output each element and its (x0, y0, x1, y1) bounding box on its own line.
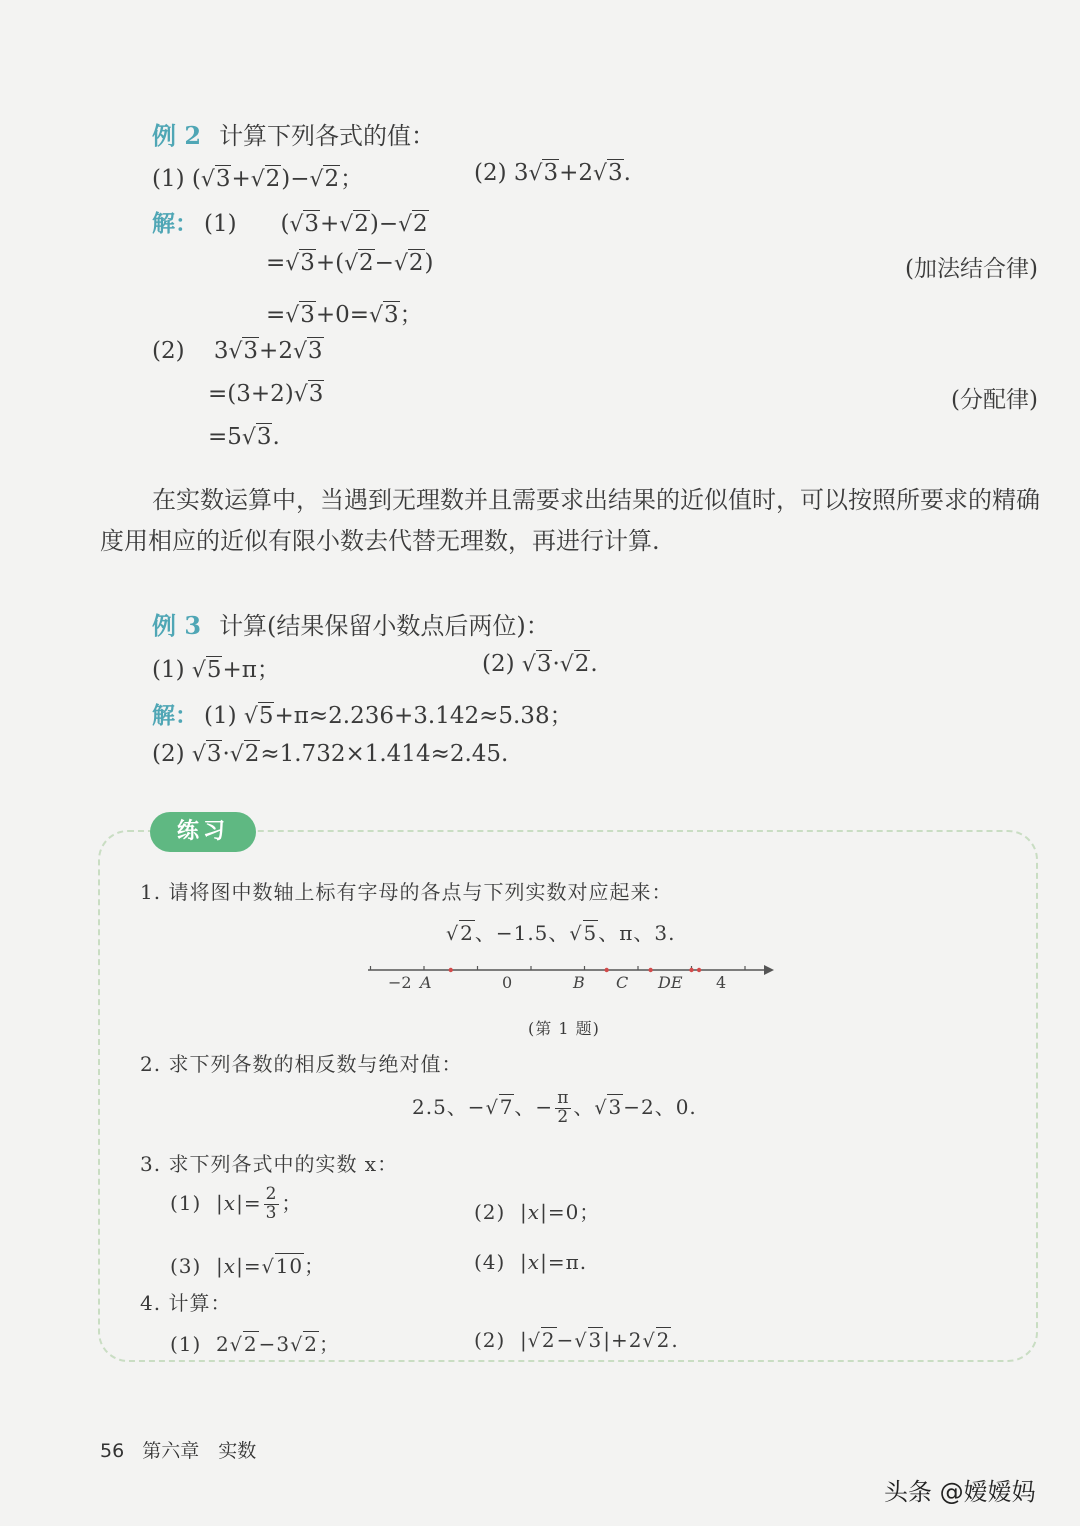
number-line-point (604, 968, 608, 972)
body-paragraph: 在实数运算中，当遇到无理数并且需要求出结果的近似值时，可以按照所要求的精确度用相应的近似有限小数去代替无理数，再进行计算. (100, 486, 1040, 555)
exercise-question-3: 3. 求下列各式中的实数 x： (140, 1152, 399, 1176)
point-label-c: C (616, 973, 629, 992)
example3-solution-1: 解： (1) √5+π≈2.236+3.142≈5.38； (152, 702, 573, 729)
example2-solution-2-line2: =(3+2)√3 (208, 381, 324, 407)
exercise-q1-values: √2、−1.5、√5、π、3. (446, 921, 676, 945)
exercise-q4-part1: (1) 2√2−3√2； (170, 1332, 340, 1356)
exercise-q3-part1: (1) |x|= $\frac{2}{3}$ ； (170, 1184, 303, 1223)
chapter-title: 第六章 实数 (142, 1440, 257, 1462)
exercise-question-1: 1. 请将图中数轴上标有字母的各点与下列实数对应起来： (140, 880, 673, 904)
example2-solution-2-line1: (2) 3√3+2√3 (152, 338, 323, 364)
exercise-q4-part2: (2) |√2−√3|+2√2. (474, 1328, 679, 1352)
point-label-b: B (573, 973, 585, 992)
example2-label: 例 2 (152, 121, 202, 150)
example2-heading (152, 116, 435, 151)
watermark: 头条 @嫒嫒妈 (884, 1478, 1036, 1506)
exercise-q3-part2: (2) |x|=0； (474, 1200, 601, 1224)
example2-title: 计算下列各式的值： (219, 122, 436, 150)
example3-question-1: (1) √5+π； (152, 657, 280, 683)
tick-label-4: 4 (716, 973, 727, 992)
exercise-q3-part4: (4) |x|=π. (474, 1250, 588, 1274)
reason-distributive-law: (分配律) (951, 387, 1038, 413)
tick-label-0: 0 (502, 973, 513, 992)
number-line (360, 955, 780, 1001)
tick-label-neg2: −2 (388, 973, 412, 992)
page-number: 56 (100, 1440, 125, 1462)
number-line-arrow (764, 965, 774, 975)
example2-solution-2-line3: =5√3. (208, 424, 280, 450)
example3-title: 计算(结果保留小数点后两位)： (219, 612, 550, 640)
number-line-point (689, 968, 693, 972)
number-line-point (449, 968, 453, 972)
example3-label: 例 3 (152, 611, 202, 640)
example3-solution-2: (2) √3·√2≈1.732×1.414≈2.45. (152, 741, 509, 767)
point-label-de: DE (658, 973, 683, 992)
number-line-point (648, 968, 652, 972)
reason-associative-law: (加法结合律) (905, 256, 1038, 282)
example2-solution-1-line2: =√3+(√2−√2) (266, 250, 434, 276)
number-line-point (697, 968, 701, 972)
example2-solution-1-line3: =√3+0=√3； (266, 302, 423, 328)
example2-question-1: (1) (√3+√2)−√2； (152, 166, 364, 192)
exercise-q3-part3: (3) |x|=√10； (170, 1254, 326, 1278)
page-footer (100, 1436, 256, 1463)
point-label-a: A (420, 973, 432, 992)
exercise-question-2: 2. 求下列各数的相反数与绝对值： (140, 1052, 463, 1076)
example3-question-2: (2) √3·√2. (482, 651, 598, 677)
exercise-tag: 练习 (150, 812, 256, 852)
example2-solution-1-line1: 解： (1) (√3+√2)−√2 (152, 210, 428, 237)
numberline-caption: (第 1 题) (528, 1019, 600, 1038)
exercise-question-4: 4. 计算： (140, 1291, 232, 1315)
exercise-q2-values: 2.5、−√7、− $\frac{\pi}{2}$ 、√3−2、0. (412, 1088, 697, 1127)
example3-heading (152, 606, 550, 641)
example2-question-2: (2) 3√3+2√3. (474, 160, 631, 186)
